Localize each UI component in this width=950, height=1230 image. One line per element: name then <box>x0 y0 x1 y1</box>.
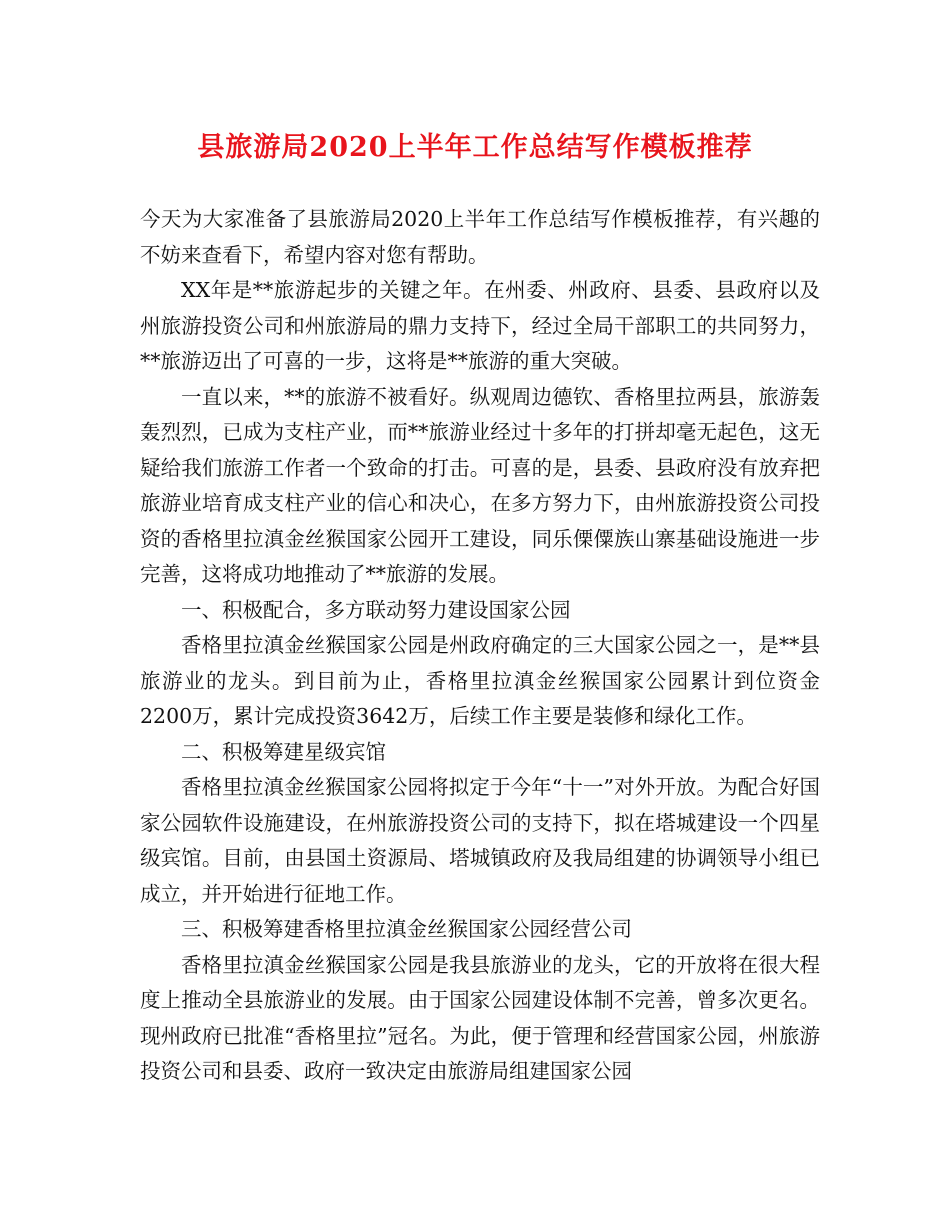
body-paragraph: 香格里拉滇金丝猴国家公园是州政府确定的三大国家公园之一，是**县旅游业的龙头。到目前为止，香格里拉滇金丝猴国家公园累计到位资金2200万，累计完成投资3642万，后续工作主要是装修和绿化工作。 <box>140 633 820 728</box>
document-body <box>140 202 820 1090</box>
body-paragraph: 香格里拉滇金丝猴国家公园是我县旅游业的龙头，它的开放将在很大程度上推动全县旅游业的发展。由于国家公园建设体制不完善，曾多次更名。现州政府已批准“香格里拉”冠名。为此，便于管理和经营国家公园，州旅游投资公司和县委、政府一致决定由旅游局组建国家公园 <box>140 952 820 1083</box>
body-paragraph: 一直以来，**的旅游不被看好。纵观周边德钦、香格里拉两县，旅游轰轰烈烈，已成为支柱产业，而**旅游业经过十多年的打拼却毫无起色，这无疑给我们旅游工作者一个致命的打击。可喜的是，县委、县政府没有放弃把旅游业培育成支柱产业的信心和决心，在多方努力下，由州旅游投资公司投资的香格里拉滇金丝猴国家公园开工建设，同乐傈僳族山寨基础设施进一步完善，这将成功地推动了**旅游的发展。 <box>140 384 820 586</box>
section-heading: 一、积极配合，多方联动努力建设国家公园 <box>181 597 571 622</box>
intro-paragraph: 今天为大家准备了县旅游局2020上半年工作总结写作模板推荐，有兴趣的不妨来查看下，希望内容对您有帮助。 <box>140 207 820 267</box>
document-title: 县旅游局2020上半年工作总结写作模板推荐 <box>197 132 753 163</box>
section-heading: 三、积极筹建香格里拉滇金丝猴国家公园经营公司 <box>181 917 632 941</box>
section-heading: 二、积极筹建星级宾馆 <box>181 739 386 764</box>
body-paragraph: 香格里拉滇金丝猴国家公园将拟定于今年“十一”对外开放。为配合好国家公园软件设施建设，在州旅游投资公司的支持下，拟在塔城建设一个四星级宾馆。目前，由县国土资源局、塔城镇政府及我局组建的协调领导小组已成立，并开始进行征地工作。 <box>140 775 820 906</box>
body-paragraph: XX年是**旅游起步的关键之年。在州委、州政府、县委、县政府以及州旅游投资公司和州旅游局的鼎力支持下，经过全局干部职工的共同努力，**旅游迈出了可喜的一步，这将是**旅游的重大突破。 <box>140 278 820 373</box>
